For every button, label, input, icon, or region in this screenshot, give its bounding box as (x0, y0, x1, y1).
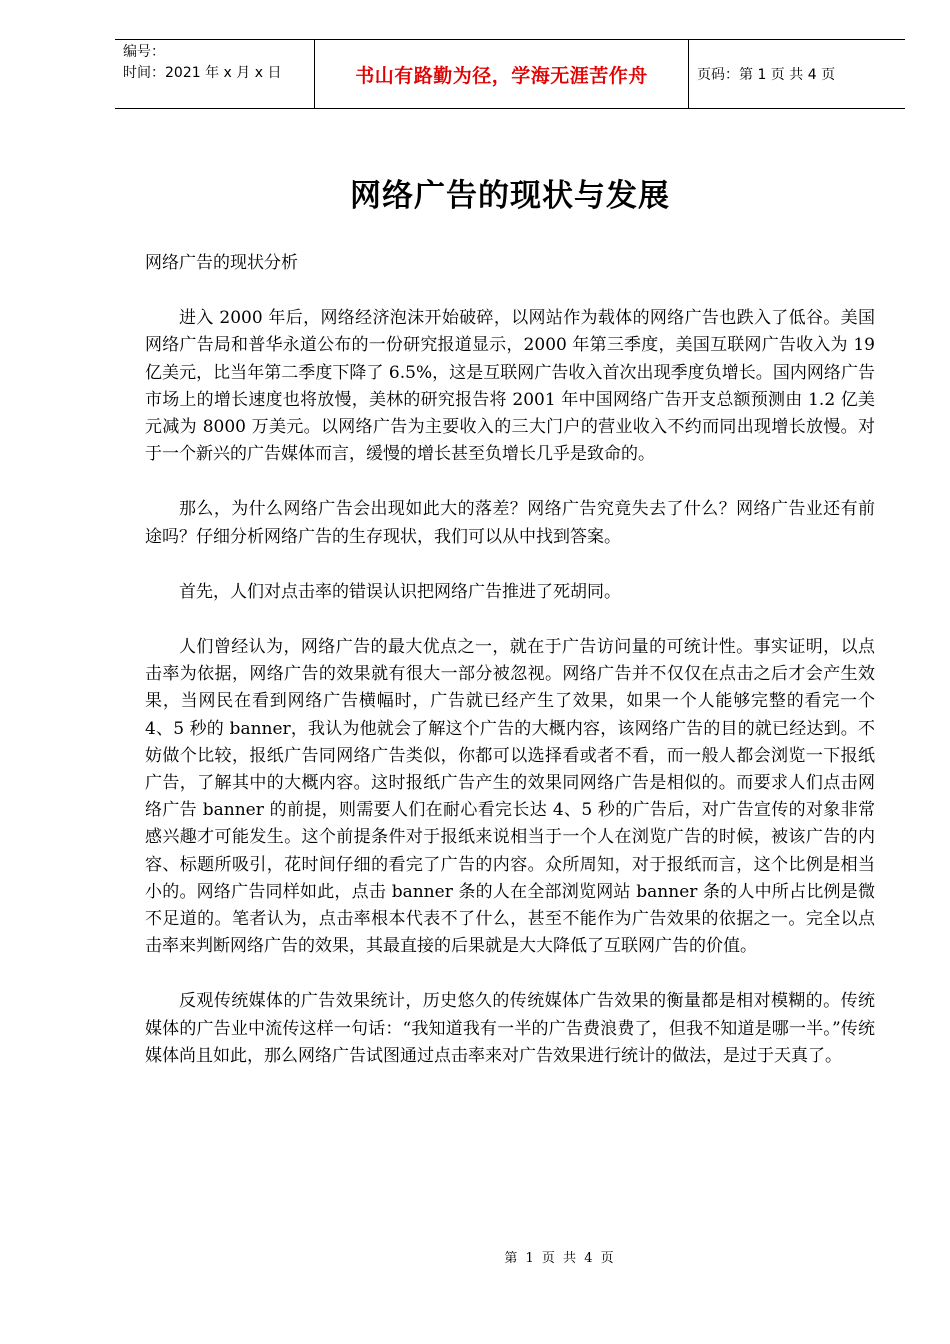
paragraph: 那么，为什么网络广告会出现如此大的落差？网络广告究竟失去了什么？网络广告业还有前途吗？仔细分析网络广告的生存现状，我们可以从中找到答案。 (145, 499, 875, 547)
header-page-label: 页码：第 1 页 共 4 页 (697, 67, 836, 83)
paragraph: 进入 2000 年后，网络经济泡沫开始破碎，以网站作为载体的网络广告也跌入了低谷。美国网络广告局和普华永道公布的一份研究报道显示，2000 年第三季度，美国互联网广告收入为 19 亿美元，比当年第二季度下降了 6.5%，这是互联网广告收入首次出现季度负增长。国内网络广告市场上的增长速度也将放慢，美林的研究报告将 2001 年中国网络广告开支总额预测由 1.2 亿美元减为 8000 万美元。以网络广告为主要收入的三大门户的营业收入不约而同出现增长放慢。对于一个新兴的广告媒体而言，缓慢的增长甚至负增长几乎是致命的。 (145, 308, 875, 465)
section-subtitle: 网络广告的现状分析 (145, 253, 298, 273)
time-label: 时间：2021 年 x 月 x 日 (123, 65, 282, 81)
document-header (115, 39, 905, 109)
document-body (145, 250, 875, 1098)
number-label: 编号： (123, 44, 165, 60)
header-meta (115, 40, 315, 108)
paragraph: 人们曾经认为，网络广告的最大优点之一，就在于广告访问量的可统计性。事实证明，以点击率为依据，网络广告的效果就有很大一部分被忽视。网络广告并不仅仅在点击之后才会产生效果，当网民在看到网络广告横幅时，广告就已经产生了效果，如果一个人能够完整的看完一个 4、5 秒的 banner，我认为他就会了解这个广告的大概内容，该网络广告的目的就已经达到。不妨做个比较，报纸广告同网络广告类似，你都可以选择看或者不看，而一般人都会浏览一下报纸广告，了解其中的大概内容。这时报纸广告产生的效果同网络广告是相似的。而要求人们点击网络广告 banner 的前提，则需要人们在耐心看完长达 4、5 秒的广告后，对广告宣传的对象非常感兴趣才可能发生。这个前提条件对于报纸来说相当于一个人在浏览广告的时候，被该广告的内容、标题所吸引，花时间仔细的看完了广告的内容。众所周知，对于报纸而言，这个比例是相当小的。网络广告同样如此，点击 banner 条的人在全部浏览网站 banner 条的人中所占比例是微不足道的。笔者认为，点击率根本代表不了什么，甚至不能作为广告效果的依据之一。完全以点击率来判断网络广告的效果，其最直接的后果就是大大降低了互联网广告的价值。 (145, 637, 875, 957)
document-title: 网络广告的现状与发展 (350, 178, 670, 214)
header-motto: 书山有路勤为径，学海无涯苦作舟 (315, 40, 689, 108)
paragraph: 反观传统媒体的广告效果统计，历史悠久的传统媒体广告效果的衡量都是相对模糊的。传统媒体的广告业中流传这样一句话：“我知道我有一半的广告费浪费了，但我不知道是哪一半。”传统媒体尚且如此，那么网络广告试图通过点击率来对广告效果进行统计的做法，是过于天真了。 (145, 991, 875, 1066)
page-footer: 第 1 页 共 4 页 (504, 1251, 616, 1266)
paragraph: 首先，人们对点击率的错误认识把网络广告推进了死胡同。 (179, 581, 621, 602)
